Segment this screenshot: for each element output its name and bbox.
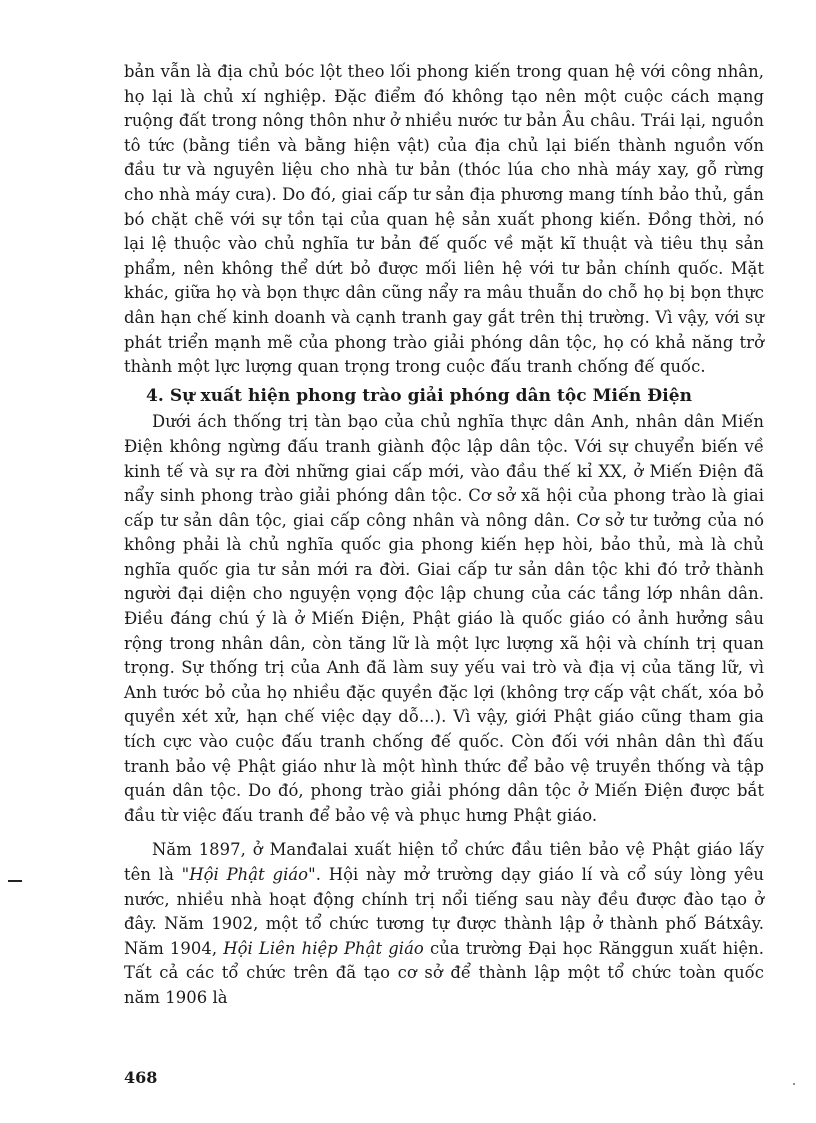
organization-name-2: Hội Liên hiệp Phật giáo — [223, 938, 424, 958]
margin-mark — [8, 880, 22, 882]
paragraph-3-text-3: của trường Đại học Rănggun xuất hiện. Tất cả các tổ chức trên đã tạo cơ sở để thành lập một tổ chức toàn quốc năm 1906 là — [124, 938, 765, 1007]
page-number: 468 — [124, 1068, 158, 1087]
paragraph-2: Dưới ách thống trị tàn bạo của chủ nghĩa thực dân Anh, nhân dân Miến Điện không ngừng đấu tranh giành độc lập dân tộc. Với sự chuyển biến về kinh tế và sự ra đời những giai cấp mới, vào đầu thế kỉ XX, ở Miến Điện đã nẩy sinh phong trào giải phóng dân tộc. Cơ sở xã hội của phong trào là giai cấp tư sản dân tộc, giai cấp công nhân và nông dân. Cơ sở tư tưởng của nó không phải là chủ nghĩa quốc gia phong kiến hẹp hòi, bảo thủ, mà là chủ nghĩa quốc gia tư sản mới ra đời. Giai cấp tư sản dân tộc khi đó trở thành người đại diện cho nguyện vọng độc lập chung của các tầng lớp nhân dân. Điều đáng chú ý là ở Miến Điện, Phật giáo là quốc giáo có ảnh hưởng sâu rộng trong nhân dân, còn tăng lữ là một lực lượng xã hội và chính trị quan trọng. Sự thống trị của Anh đã làm suy yếu vai trò và địa vị của tăng lữ, vì Anh tước bỏ của họ nhiều đặc quyền đặc lợi (không trợ cấp vật chất, xóa bỏ quyền xét xử, hạn chế việc dạy dỗ...). Vì vậy, giới Phật giáo cũng tham gia tích cực vào cuộc đấu tranh chống đế quốc. Còn đối với nhân dân thì đấu tranh bảo vệ Phật giáo như là một hình thức để bảo vệ truyền thống và tập quán dân tộc. Do đó, phong trào giải phóng dân tộc ở Miến Điện được bắt đầu từ việc đấu tranh để bảo vệ và phục hưng Phật giáo. — [124, 412, 764, 825]
scan-speck — [793, 1083, 795, 1085]
section-heading: 4. Sự xuất hiện phong trào giải phóng dân tộc Miến Điện — [146, 385, 692, 406]
body-text — [124, 60, 764, 1011]
organization-name-1: Hội Phật giáo — [189, 865, 309, 884]
paragraph-1: bản vẫn là địa chủ bóc lột theo lối phong kiến trong quan hệ với công nhân, họ lại là chủ xí nghiệp. Đặc điểm đó không tạo nên một cuộc cách mạng ruộng đất trong nông thôn như ở nhiều nước tư bản Âu châu. Trái lại, nguồn tô tức (bằng tiền và bằng hiện vật) của địa chủ lại biến thành nguồn vốn đầu tư và nguyên liệu cho nhà tư bản (thóc lúa cho nhà máy xay, gỗ rừng cho nhà máy cưa). Do đó, giai cấp tư sản địa phương mang tính bảo thủ, gắn bó chặt chẽ với sự tồn tại của quan hệ sản xuất phong kiến. Đồng thời, nó lại lệ thuộc vào chủ nghĩa tư bản đế quốc về mặt kĩ thuật và tiêu thụ sản phẩm, nên không thể dứt bỏ được mối liên hệ với tư bản chính quốc. Mặt khác, giữa họ và bọn thực dân cũng nẩy ra mâu thuẫn do chỗ họ bị bọn thực dân hạn chế kinh doanh và cạnh tranh gay gắt trên thị trường. Vì vậy, với sự phát triển mạnh mẽ của phong trào giải phóng dân tộc, họ có khả năng trở thành một lực lượng quan trọng trong cuộc đấu tranh chống đế quốc. — [124, 62, 764, 377]
paragraph-3-text-2: ". Hội này mở trường dạy giáo lí và cổ súy lòng yêu nước, nhiều nhà hoạt động chính trị nổi tiếng sau này đều được đào tạo ở đây. Năm 1902, một tổ chức tương tự được thành lập ở thành phố Bátxây. Năm 1904, — [124, 865, 764, 958]
paragraph-3-text-1: Năm 1897, ở Manđalai xuất hiện tổ chức đầu tiên bảo vệ Phật giáo lấy tên là " — [124, 840, 764, 884]
paragraph-3 — [124, 838, 764, 1010]
